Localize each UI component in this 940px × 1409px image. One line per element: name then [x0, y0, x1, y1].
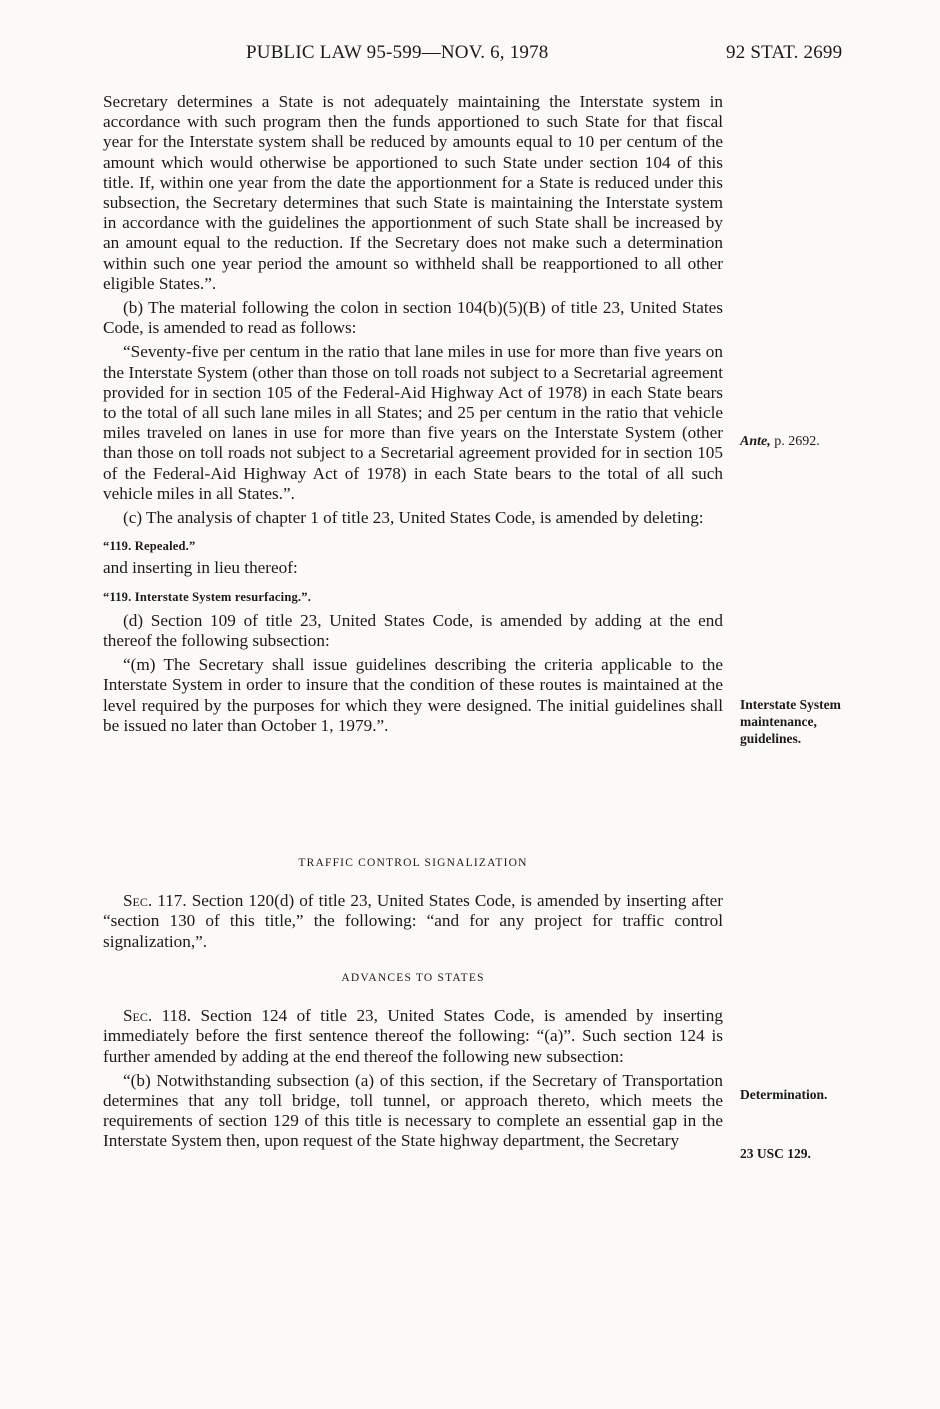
- section-118-body: Section 124 of title 23, United States Code, is amended by inserting immediately before the first sentence thereof the following: “(a)”. Such section 124 is further amended by adding at the end thereof the following new subsection:: [103, 1006, 723, 1066]
- margin-note-ante: [740, 433, 820, 450]
- section-117-body: Section 120(d) of title 23, United States Code, is amended by inserting after “section 130 of this title,” the following: “and for any project for traffic control signalization,”.: [103, 891, 723, 951]
- section-118-text: [103, 1006, 723, 1067]
- margin-note-usc-citation: 23 USC 129.: [740, 1146, 811, 1161]
- margin-note-line-3: guidelines.: [740, 731, 802, 746]
- deleted-item: “119. Repealed.”: [103, 539, 196, 554]
- paragraph-quoted-formula: “Seventy-five per centum in the ratio that lane miles in use for more than five years on the Interstate System (other than those on toll roads not subject to a Secretarial agreement provided for in section 105 of the Federal-Aid Highway Act of 1978) in each State bears to the total of all such lane miles in all States; and 25 per centum in the ratio that vehicle miles traveled on lanes in use for more than five years on the Interstate System (other than those on toll roads not subject to a Secretarial agreement provided for in section 105 of the Federal-Aid Highway Act of 1978) in each State bears to the total of all such vehicle miles in all States.”.: [103, 342, 723, 503]
- insert-phrase: and inserting in lieu thereof:: [103, 558, 298, 578]
- statute-page-number: 92 STAT. 2699: [726, 42, 843, 63]
- margin-note-ante-label: Ante,: [740, 434, 771, 449]
- paragraph-118-b: “(b) Notwithstanding subsection (a) of this section, if the Secretary of Transportation determines that any toll bridge, toll tunnel, or approach thereto, which meets the requirements of section 129 of this title is necessary to complete an essential gap in the Interstate System then, upon request of the State highway department, the Secretary: [103, 1070, 723, 1151]
- text-block-1: [103, 92, 723, 736]
- text-block-3: [103, 968, 723, 1152]
- paragraph-c: (c) The analysis of chapter 1 of title 23, United States Code, is amended by deleting:: [123, 508, 704, 528]
- section-heading-118: ADVANCES TO STATES: [341, 972, 485, 984]
- margin-note-ante-page: p. 2692.: [770, 434, 820, 449]
- margin-note-interstate-guidelines: [740, 696, 841, 747]
- section-117-label: Sec. 117.: [123, 891, 187, 911]
- paragraph-continued: Secretary determines a State is not adequately maintaining the Interstate system in accordance with such program then the funds apportioned to such State for that fiscal year for the Interstate system shall be reduced by amounts equal to 10 per centum of the amount which would otherwise be apportioned to such State under section 104 of this title. If, within one year from the date the apportionment for a State is reduced under this subsection, the Secretary determines that such State is maintaining the Interstate system in accordance with the guidelines the apportionment of such State shall be increased by an amount equal to the reduction. If the Secretary does not make such a determination within such one year period the amount so withheld shall be reapportioned to all other eligible States.”.: [103, 92, 723, 293]
- margin-note-line-2: maintenance,: [740, 714, 817, 729]
- text-block-2: [103, 853, 723, 952]
- paragraph-m: “(m) The Secretary shall issue guidelines describing the criteria applicable to the Interstate System in order to insure that the condition of these routes is maintained at the level required by the purposes for which they were designed. The initial guidelines shall be issued no later than October 1, 1979.”.: [103, 655, 723, 735]
- running-head-title: PUBLIC LAW 95-599—NOV. 6, 1978: [246, 42, 549, 63]
- section-heading-117: TRAFFIC CONTROL SIGNALIZATION: [298, 857, 528, 869]
- margin-note-line-1: Interstate System: [740, 697, 841, 712]
- inserted-item: “119. Interstate System resurfacing.”.: [103, 589, 312, 604]
- margin-note-determination: Determination.: [740, 1087, 828, 1102]
- section-118-label: Sec. 118.: [123, 1006, 192, 1026]
- section-117-text: [103, 891, 723, 952]
- paragraph-b: (b) The material following the colon in section 104(b)(5)(B) of title 23, United States Code, is amended to read as follows:: [103, 298, 723, 338]
- paragraph-d: (d) Section 109 of title 23, United States Code, is amended by adding at the end thereof the following subsection:: [103, 610, 723, 651]
